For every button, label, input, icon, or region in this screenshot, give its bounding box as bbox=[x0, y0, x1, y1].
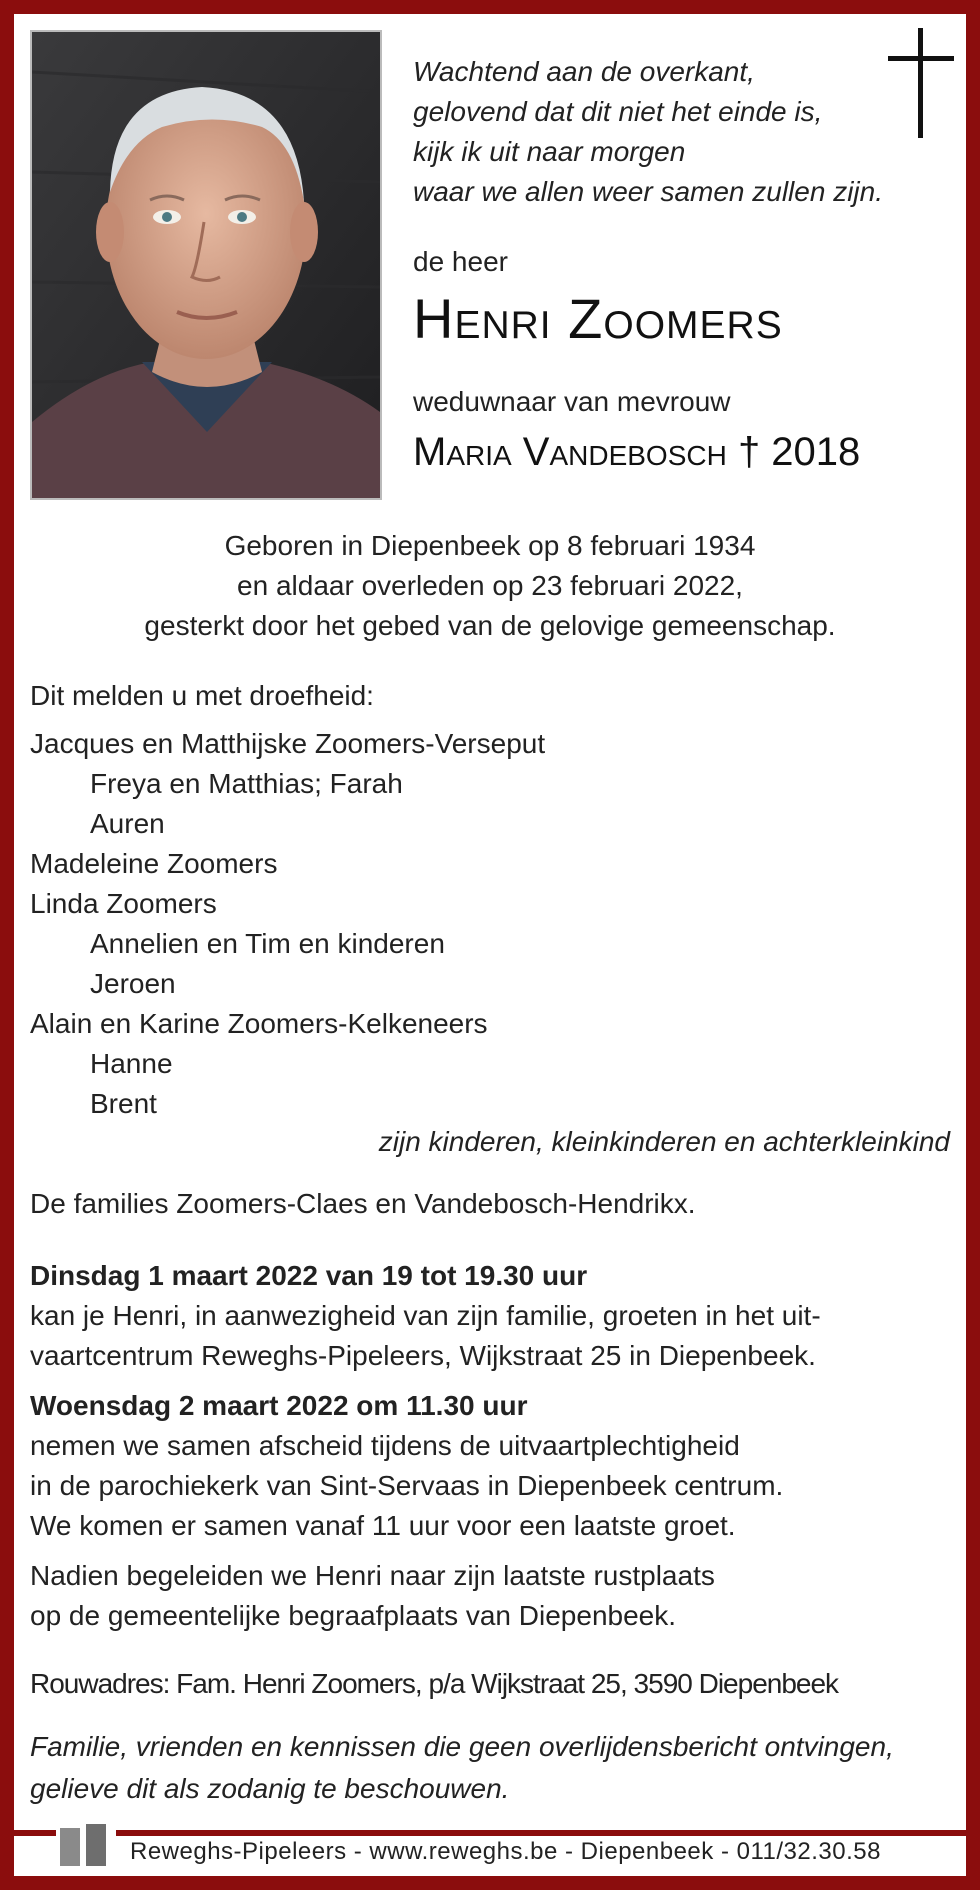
portrait-photo bbox=[30, 30, 382, 500]
family-member: Jacques en Matthijske Zoomers-Verseput bbox=[30, 728, 546, 759]
relation-text: zijn kinderen, kleinkinderen en achterkleinkind bbox=[378, 1126, 950, 1157]
announcement: Dit melden u met droefheid: bbox=[30, 680, 374, 711]
family-member: Hanne bbox=[90, 1048, 173, 1079]
visitation-line: kan je Henri, in aanwezigheid van zijn familie, groeten in het uit- bbox=[30, 1300, 821, 1331]
family-member: Brent bbox=[90, 1088, 157, 1119]
widow-line: weduwnaar van mevrouw bbox=[413, 386, 731, 417]
footer-divider bbox=[14, 1830, 966, 1836]
burial-block bbox=[30, 1556, 715, 1636]
visitation-block bbox=[30, 1256, 821, 1376]
life-line: en aldaar overleden op 23 februari 2022, bbox=[237, 570, 743, 601]
footer-contact: Reweghs-Pipeleers - www.reweghs.be - Diepenbeek - 011/32.30.58 bbox=[130, 1838, 881, 1865]
family-member: Madeleine Zoomers bbox=[30, 848, 278, 879]
poem-line: gelovend dat dit niet het einde is, bbox=[413, 96, 823, 127]
closing-line: gelieve dit als zodanig te beschouwen. bbox=[30, 1773, 510, 1804]
funeral-home-logo bbox=[56, 1820, 116, 1868]
visitation-line: vaartcentrum Reweghs-Pipeleers, Wijkstraat 25 in Diepenbeek. bbox=[30, 1340, 816, 1371]
family-member: Annelien en Tim en kinderen bbox=[90, 928, 445, 959]
family-member: Auren bbox=[90, 808, 165, 839]
funeral-line: nemen we samen afscheid tijdens de uitvaartplechtigheid bbox=[30, 1430, 740, 1461]
closing-note bbox=[30, 1726, 894, 1810]
intro-text: de heer bbox=[413, 246, 508, 277]
families-text: De families Zoomers-Claes en Vandebosch-Hendrikx. bbox=[30, 1188, 696, 1219]
poem-line: Wachtend aan de overkant, bbox=[413, 56, 755, 87]
family-member: Jeroen bbox=[90, 968, 176, 999]
poem-line: waar we allen weer samen zullen zijn. bbox=[413, 176, 883, 207]
life-details bbox=[30, 526, 950, 646]
family-member: Freya en Matthias; Farah bbox=[90, 768, 403, 799]
funeral-block bbox=[30, 1386, 783, 1546]
deceased-name: Henri Zoomers bbox=[413, 287, 783, 350]
funeral-heading: Woensdag 2 maart 2022 om 11.30 uur bbox=[30, 1390, 528, 1421]
mourning-address: Rouwadres: Fam. Henri Zoomers, p/a Wijkstraat 25, 3590 Diepenbeek bbox=[30, 1668, 839, 1699]
funeral-line: We komen er samen vanaf 11 uur voor een laatste groet. bbox=[30, 1510, 736, 1541]
family-member: Linda Zoomers bbox=[30, 888, 217, 919]
life-line: gesterkt door het gebed van de gelovige gemeenschap. bbox=[144, 610, 836, 641]
burial-line: Nadien begeleiden we Henri naar zijn laatste rustplaats bbox=[30, 1560, 715, 1591]
burial-line: op de gemeentelijke begraafplaats van Diepenbeek. bbox=[30, 1600, 677, 1631]
closing-line: Familie, vrienden en kennissen die geen overlijdensbericht ontvingen, bbox=[30, 1731, 894, 1762]
family-list bbox=[30, 724, 545, 1124]
life-line: Geboren in Diepenbeek op 8 februari 1934 bbox=[224, 530, 756, 561]
funeral-line: in de parochiekerk van Sint-Servaas in Diepenbeek centrum. bbox=[30, 1470, 784, 1501]
family-member: Alain en Karine Zoomers-Kelkeneers bbox=[30, 1008, 488, 1039]
poem-line: kijk ik uit naar morgen bbox=[413, 136, 686, 167]
spouse-name: Maria Vandebosch † 2018 bbox=[413, 430, 861, 474]
poem bbox=[413, 52, 913, 212]
visitation-heading: Dinsdag 1 maart 2022 van 19 tot 19.30 uur bbox=[30, 1260, 588, 1291]
